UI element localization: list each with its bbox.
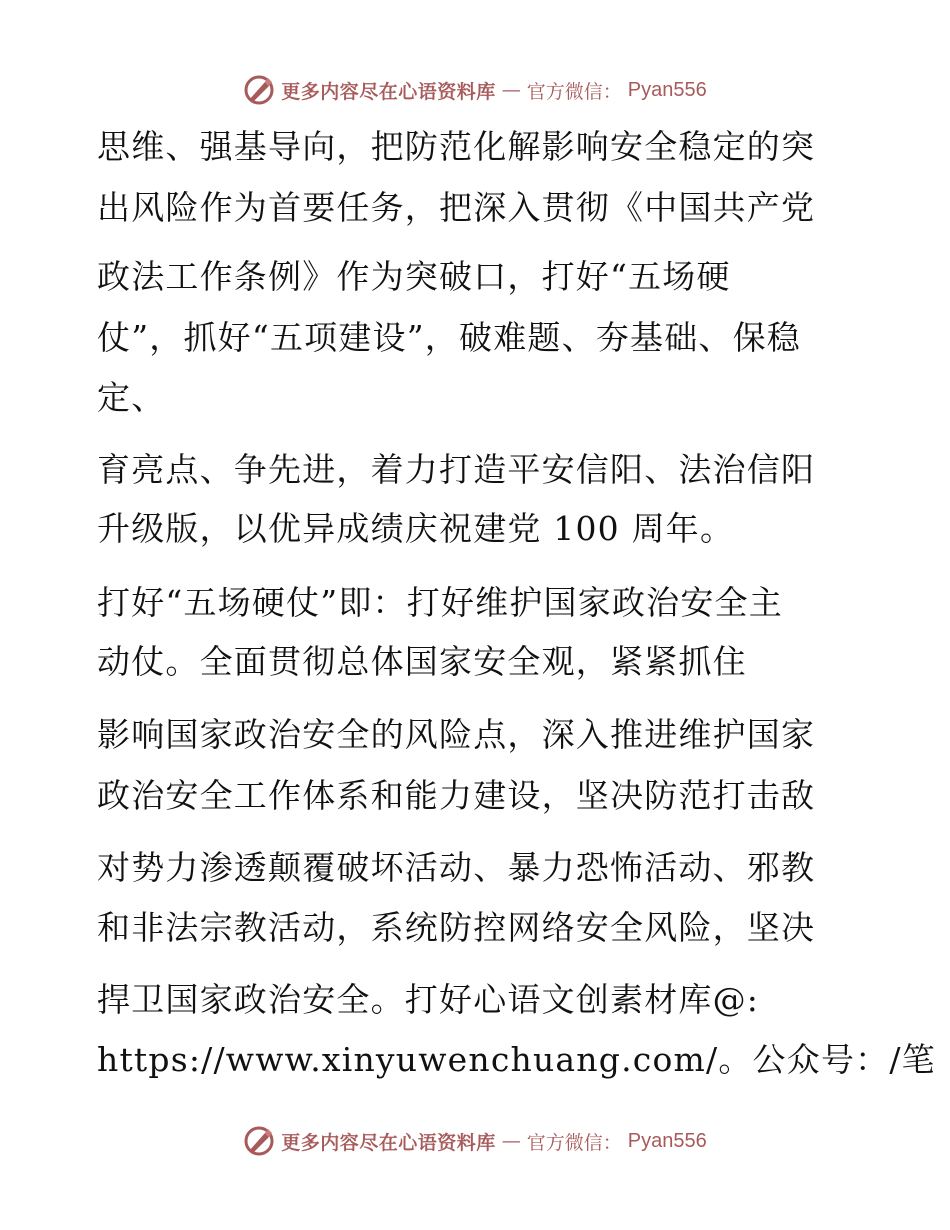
body-line: 定、 [97,378,166,417]
footer-banner-text: 更多内容尽在心语资料库 [281,1131,496,1154]
header-banner-separator: — [501,79,521,101]
body-line: https://www.xinyuwenchuang.com/。公众号：/笔 [97,1040,936,1079]
header-wechat-label: 官方微信： [526,80,622,103]
pen-logo-icon [243,74,275,106]
body-line: 升级版，以优异成绩庆祝建党 100 周年。 [97,509,735,548]
header-banner-text: 更多内容尽在心语资料库 [281,80,496,103]
header-banner [0,70,950,110]
pen-logo-icon [243,1125,275,1157]
footer-banner [0,1121,950,1161]
body-line: 政治安全工作体系和能力建设，坚决防范打击敌 [97,776,816,815]
body-line: 打好“五场硬仗”即：打好维护国家政治安全主 [97,583,783,622]
body-line: 捍卫国家政治安全。打好心语文创素材库@: [97,980,760,1019]
body-line: 影响国家政治安全的风险点，深入推进维护国家 [97,715,816,754]
footer-wechat-label: 官方微信： [526,1131,622,1154]
body-line: 仗”，抓好“五项建设”，破难题、夯基础、保稳 [97,318,802,357]
body-line: 和非法宗教活动，系统防控网络安全风险，坚决 [97,908,816,947]
body-line: 思维、强基导向，把防范化解影响安全稳定的突 [97,127,816,166]
body-line: 出风险作为首要任务，把深入贯彻《中国共产党 [97,188,816,227]
header-wechat-id: Pyan556 [627,78,707,101]
body-line: 动仗。全面贯彻总体国家安全观，紧紧抓住 [97,642,747,681]
body-line: 育亮点、争先进，着力打造平安信阳、法治信阳 [97,450,816,489]
footer-banner-separator: — [501,1130,521,1152]
footer-wechat-id: Pyan556 [627,1129,707,1152]
body-line: 政法工作条例》作为突破口，打好“五场硬 [97,257,731,296]
body-line: 对势力渗透颠覆破坏活动、暴力恐怖活动、邪教 [97,848,816,887]
